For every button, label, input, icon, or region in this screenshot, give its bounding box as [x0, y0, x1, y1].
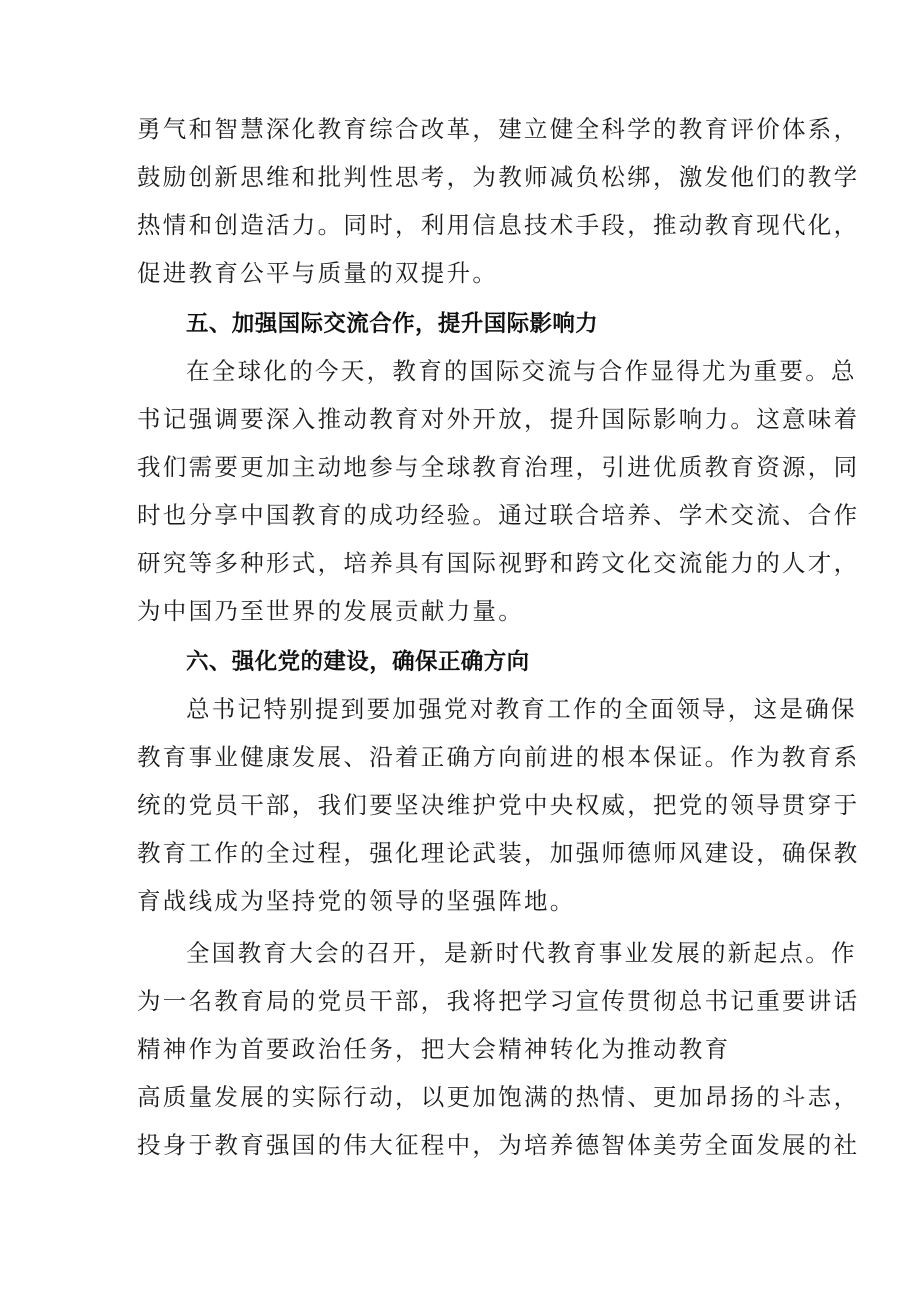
paragraph-line: 研究等多种形式，培养具有国际视野和跨文化交流能力的人才， [137, 549, 860, 577]
paragraph-line: 书记强调要深入推动教育对外开放，提升国际影响力。这意味着 [137, 405, 860, 433]
paragraph-line: 育战线成为坚持党的领导的坚强阵地。 [137, 887, 576, 915]
paragraph-line: 全国教育大会的召开，是新时代教育事业发展的新起点。作 [186, 939, 857, 967]
paragraph-line: 精神作为首要政治任务，把大会精神转化为推动教育 [137, 1035, 731, 1063]
paragraph-line: 我们需要更加主动地参与全球教育治理，引进优质教育资源，同 [137, 453, 860, 481]
paragraph-line: 教育工作的全过程，强化理论武装，加强师德师风建设，确保教 [137, 839, 860, 867]
section-heading-5: 五、加强国际交流合作，提升国际影响力 [186, 311, 599, 337]
paragraph-line: 总书记特别提到要加强党对教育工作的全面领导，这是确保 [186, 695, 857, 723]
paragraph-line: 为中国乃至世界的发展贡献力量。 [137, 597, 524, 625]
paragraph-line: 热情和创造活力。同时，利用信息技术手段，推动教育现代化， [137, 211, 860, 239]
paragraph-line: 促进教育公平与质量的双提升。 [137, 259, 499, 287]
paragraph-line: 教育事业健康发展、沿着正确方向前进的根本保证。作为教育系 [137, 743, 860, 771]
paragraph-line: 鼓励创新思维和批判性思考，为教师减负松绑，激发他们的教学 [137, 163, 860, 191]
paragraph-line: 投身于教育强国的伟大征程中，为培养德智体美劳全面发展的社 [137, 1131, 860, 1159]
paragraph-line: 时也分享中国教育的成功经验。通过联合培养、学术交流、合作 [137, 501, 860, 529]
paragraph-line: 为一名教育局的党员干部，我将把学习宣传贯彻总书记重要讲话 [137, 987, 860, 1015]
paragraph-line: 勇气和智慧深化教育综合改革，建立健全科学的教育评价体系， [137, 115, 860, 143]
paragraph-line: 在全球化的今天，教育的国际交流与合作显得尤为重要。总 [186, 357, 857, 385]
section-heading-6: 六、强化党的建设，确保正确方向 [186, 649, 530, 675]
paragraph-line: 高质量发展的实际行动，以更加饱满的热情、更加昂扬的斗志， [137, 1083, 860, 1111]
paragraph-line: 统的党员干部，我们要坚决维护党中央权威，把党的领导贯穿于 [137, 791, 860, 819]
